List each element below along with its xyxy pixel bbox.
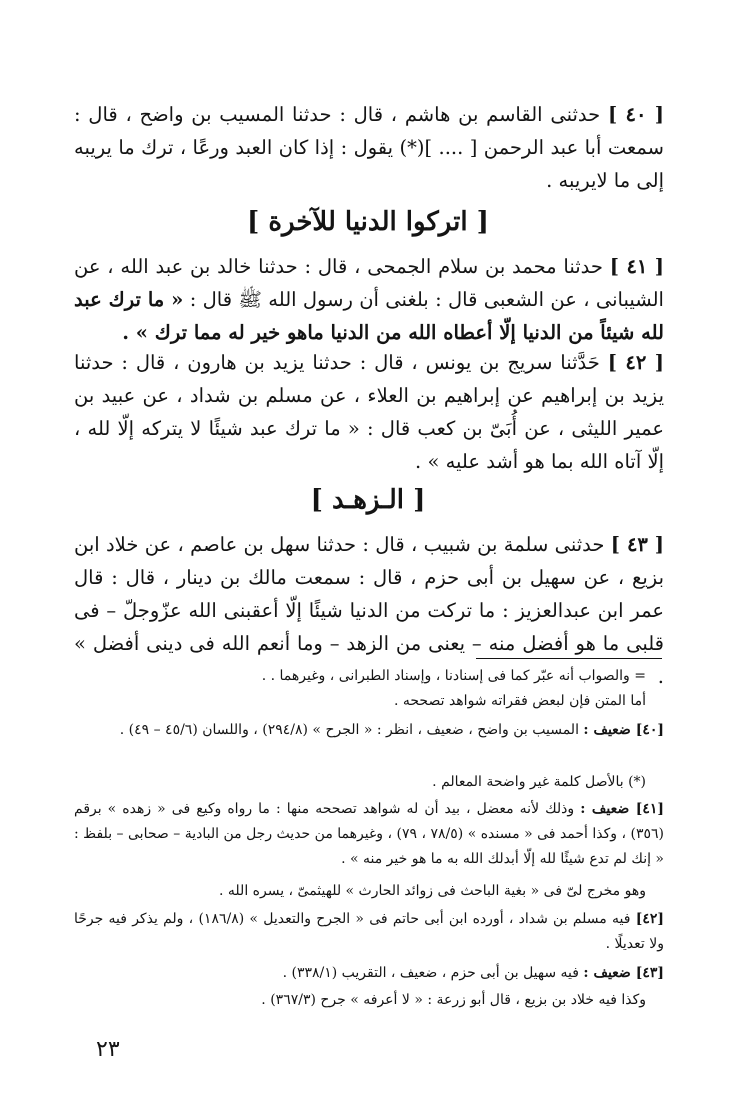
footnote-40: [74, 718, 664, 743]
hadith-42: [74, 346, 664, 478]
footnote-text: وكذا فيه خلاد بن بزيع ، قال أبو زرعة : « لا أعرفه » جرح (٣٦٧/٣) .: [261, 992, 646, 1008]
footnote-ref: [٤٣] ضعيف :: [583, 965, 664, 981]
hadith-text: حدثنا محمد بن سلام الجمحى ، قال : حدثنا خالد بن عبد الله ، عن الشيبانى ، عن الشعبى قال : بلغنى أن رسول الله ﷺ قال :: [74, 255, 664, 311]
footnote-41: [74, 797, 664, 872]
footnote: [74, 879, 646, 904]
hadith-text: حَدَّثنا سريج بن يونس ، قال : حدثنا يزيد بن هارون ، قال : حدثنا يزيد بن إبراهيم عن إبراهيم بن العلاء ، عن مسلم بن شداد ، عن عبيد بن عمير الليثى ، عن أُبَىّ بن كعب قال : « ما ترك عبد شيئًا لا يتركه إلّا لله ، إلّا آتاه الله بما هو أشد عليه » .: [74, 351, 664, 473]
footnote-text: المسيب بن واضح ، ضعيف ، انظر : « الجرح » (٢٩٤/٨) ، واللسان (٤٥/٦ – ٤٩) .: [119, 722, 579, 738]
footnote-text: فيه سهيل بن أبى حزم ، ضعيف ، التقريب (٣٣٨/١) .: [282, 965, 579, 981]
footnote-text: وهو مخرج لىّ فى « بغية الباحث فى زوائد الحارث » للهيثمىّ ، يسره الله .: [219, 883, 646, 899]
hadith-quote: « ما ترك عبد لله شيئاً من الدنيا إلّا أعطاه الله من الدنيا ماهو خير له مما ترك » .: [74, 288, 664, 344]
section-heading: [ الـزهـد ]: [310, 485, 426, 515]
hadith-number: [ ٤٢ ]: [607, 351, 664, 374]
footnote: [74, 770, 646, 795]
hadith-number: [ ٤١ ]: [609, 255, 665, 278]
section-heading: [ اتركوا الدنيا للآخرة ]: [247, 207, 489, 237]
footnote-text: أما المتن فإن لبعض فقراته شواهد تصححه .: [393, 693, 646, 709]
hadith-number: [ ٤٣ ]: [610, 533, 665, 556]
footnote-ref: [٤١] ضعيف :: [580, 801, 665, 817]
hadith-text: حدثنى القاسم بن هاشم ، قال : حدثنا المسيب بن واضح ، قال : سمعت أبا عبد الرحمن [ .... ](*) يقول : إذا كان العبد ورعًا ، ترك ما يريبه إلى ما لايريبه .: [74, 103, 664, 192]
hadith-40: [74, 98, 664, 197]
footnote-text: فيه مسلم بن شداد ، أورده ابن أبى حاتم فى « الجرح والتعديل » (١٨٦/٨) ، ولم يذكر فيه جرحًا ولا تعديلًا .: [74, 911, 664, 952]
footnote-43: [74, 961, 664, 986]
footnote-text: = والصواب أنه عبّر كما فى إسنادنا ، وإسناد الطبرانى ، وغيرهما . .: [261, 668, 646, 684]
footnote-ref: [٤٠] ضعيف :: [583, 722, 664, 738]
hadith-text: حدثنى سلمة بن شبيب ، قال : حدثنا سهل بن عاصم ، عن خلاد ابن بزيع ، عن سهيل بن أبى حزم ، قال : سمعت مالك بن دينار ، قال : قال عمر ابن عبدالعزيز : ما تركت من الدنيا شيئًا إلّا أعقبنى الله عزّوجلّ – فى قلبى ما هو أفضل منه – يعنى من الزهد – وما أنعم الله فى دينى أفضل » .: [74, 533, 664, 688]
footnote: [74, 664, 646, 689]
footnote-text: وذلك لأنه معضل ، بيد أن له شواهد تصححه منها : ما رواه وكيع فى « زهده » برقم (٣٥٦) ، وكذا أحمد فى « مسنده » (٧٨/٥ ، ٧٩) ، وغيرهما من حديث رجل من البادية – صحابى – بلفظ : « إنك لم تدع شيئًا لله إلّا أبدلك الله به ما هو خير منه » .: [74, 801, 664, 867]
page-number: ٢٣: [96, 1037, 120, 1062]
hadith-41: [74, 250, 664, 349]
hadith-number: [ ٤٠ ]: [607, 103, 665, 126]
footnote: [74, 988, 646, 1013]
footnote-ref: [٤٢]: [635, 911, 665, 927]
footnote-divider: [476, 658, 662, 659]
footnote-42: [74, 907, 664, 957]
footnote: [74, 689, 646, 714]
footnote-text: (*) بالأصل كلمة غير واضحة المعالم .: [432, 774, 646, 790]
